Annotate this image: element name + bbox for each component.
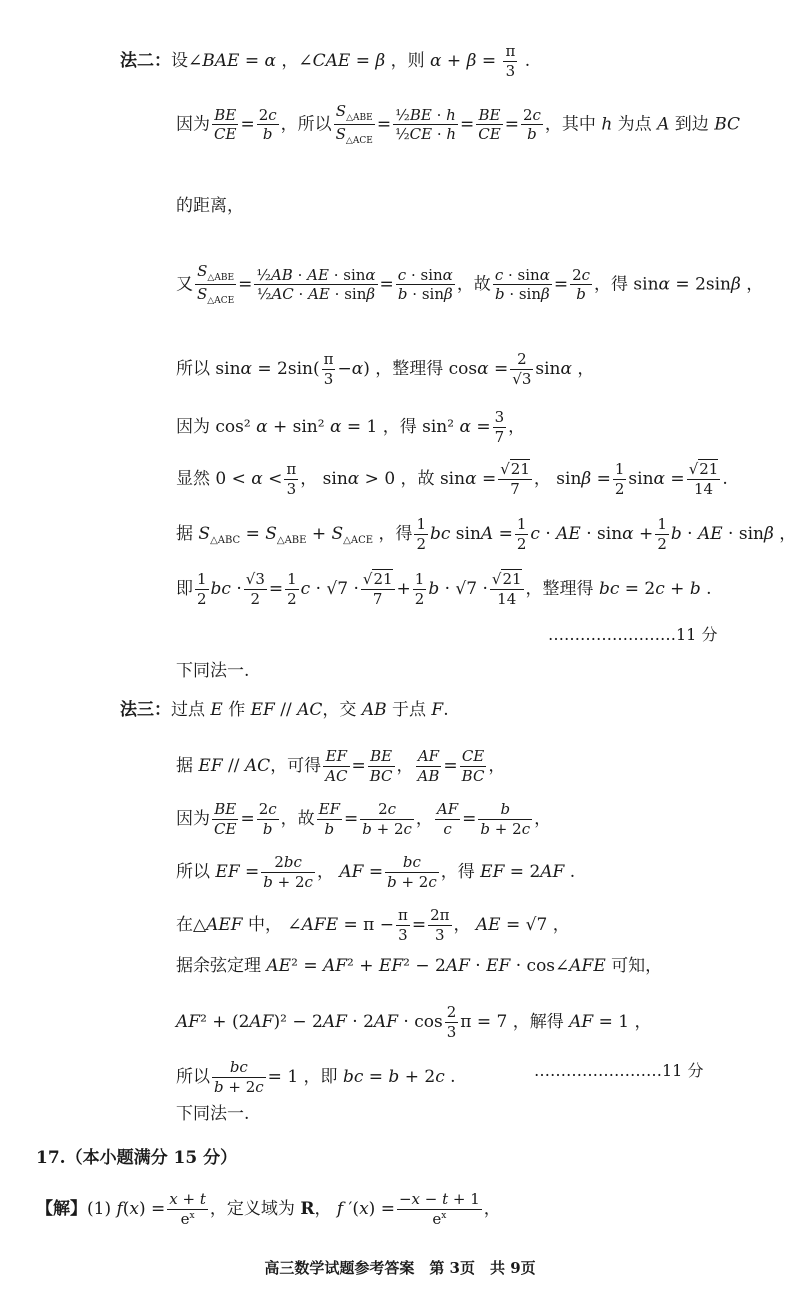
method2-line8: 据 $S_{\triangle ABC} = S_{\triangle ABE} + S_{\triangle ACE}$ ，得 $\frac{1}{2}$ bc sinA = $\frac{1}{2}$ c · AE · sinα + $\frac{1}{2}$ b · AE · sinβ ， — [176, 515, 797, 553]
method2-same: 下同法一. — [176, 661, 250, 681]
method3-label: 法三： — [120, 700, 171, 720]
method3-line1: 法三：过点 E 作 EF // AC，交 AB 于点 F. — [120, 700, 449, 720]
method2-line2: 因为 $\frac{BE}{CE}$ = $\frac{2c}{b}$ ，所以 $\frac{S_{\triangle ABE}}{S_{\triangle ACE}}$ = $\frac{\text{½BE · h}}{\text{½CE · h}}$ = $\frac{BE}{CE}$ = $\frac{2c}{b}$ ，其中 h 为点 A 到边 BC — [176, 102, 741, 147]
method3-line4: 所以 EF = $\frac{2bc}{b + 2c}$ ， AF = $\frac{bc}{b + 2c}$ ，得 EF = 2AF . — [176, 853, 576, 891]
method3-score: ……………………11 分 — [534, 1061, 704, 1080]
method3-same: 下同法一. — [176, 1104, 250, 1124]
method3-line3: 因为 $\frac{BE}{CE}$ = $\frac{2c}{b}$ ，故 $\frac{EF}{b}$ = $\frac{2c}{b + 2c}$ ， $\frac{AF}{c}$ = $\frac{b}{b + 2c}$ ， — [176, 800, 552, 838]
method2-score: ……………………11 分 — [548, 625, 718, 644]
method2-label: 法二： — [120, 50, 171, 71]
method3-line5: 在△AEF 中， ∠AFE = π − $\frac{\pi}{3}$ = $\frac{2\pi}{3}$ ， AE = √7 ， — [176, 906, 570, 944]
page-footer: 高三数学试题参考答案 第 3页 共 9页 — [264, 1259, 536, 1277]
method2-line9: 即 $\frac{1}{2}$ bc · $\frac{√3}{2}$ = $\frac{1}{2}$ c · √7 · $\frac{√21}{7}$ + $\frac{1}{2}$ b · √7 · $\frac{√21}{14}$ ，整理得 bc = 2c + b . — [176, 570, 712, 608]
method2-line1: 法二：设∠BAE = α ，∠CAE = β ，则 α + β = $\frac{\pi}{3}$ . — [120, 42, 531, 80]
q17-header: 17.（本小题满分 15 分） — [36, 1148, 238, 1168]
method3-line2: 据 EF // AC，可得 $\frac{EF}{AC}$ = $\frac{BE}{BC}$ ， $\frac{AF}{AB}$ = $\frac{CE}{BC}$ ， — [176, 747, 506, 785]
method3-line6: 据余弦定理 AE² = AF² + EF² − 2AF · EF · cos∠AFE 可知， — [176, 956, 663, 976]
method2-line5: 所以 sinα = 2sin( $\frac{\pi}{3}$ −α) ，整理得 cosα = $\frac{2}{√3}$ sinα ， — [176, 350, 595, 388]
q17-solution: 【解】(1) f(x) = $\frac{x + t}{e^x}$ ，定义域为 R， f ′(x) = $\frac{-x - t + 1}{e^x}$ ， — [36, 1190, 501, 1228]
method2-line3: 的距离， — [176, 196, 244, 216]
method2-line4: 又 $\frac{S_{\triangle ABE}}{S_{\triangle ACE}}$ = $\frac{\text{½AB · AE · sinα}}{\text{½AC · AE · sinβ}}$ = $\frac{c \cdot \sin\alpha}{b \cdot \sin\beta}$ ，故 $\frac{c \cdot \sin\alpha}{b \cdot \sin\beta}$ = $\frac{2c}{b}$ ，得 sinα = 2sinβ ， — [176, 262, 764, 307]
method2-line7: 显然 0 < α < $\frac{\pi}{3}$ ， sinα > 0 ，故 sinα = $\frac{√21}{7}$ ， sinβ = $\frac{1}{2}$ sinα = $\frac{√21}{14}$ . — [176, 460, 728, 498]
method3-line8: 所以 $\frac{bc}{b + 2c}$ = 1 ，即 bc = b + 2c . — [176, 1058, 456, 1096]
method2-line6: 因为 cos² α + sin² α = 1 ，得 sin² α = $\frac{3}{7}$ ， — [176, 408, 526, 446]
method3-line7: AF² + (2AF)² − 2AF · 2AF · cos $\frac{2}{3}$ π = 7 ，解得 AF = 1 ， — [176, 1003, 652, 1041]
